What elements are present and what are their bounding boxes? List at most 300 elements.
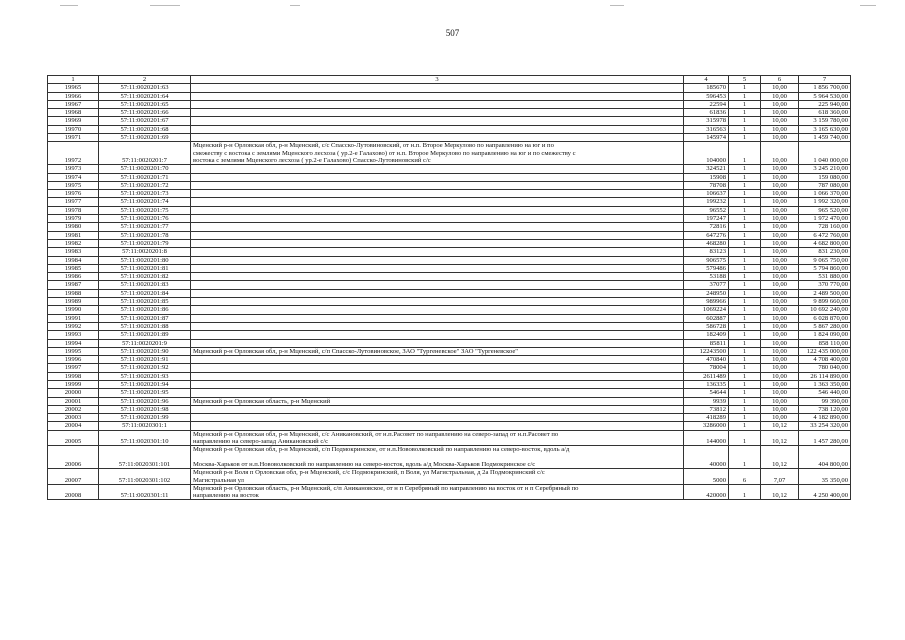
count-cell: 1 <box>729 306 761 314</box>
row-number-cell: 19981 <box>48 231 99 239</box>
column-header: 5 <box>729 76 761 84</box>
area-cell: 906575 <box>684 256 729 264</box>
total-cell: 1 066 370,00 <box>799 190 851 198</box>
total-cell: 1 824 090,00 <box>799 331 851 339</box>
price-cell: 10,00 <box>761 181 799 189</box>
cadastral-number-cell: 57:11:0020201:88 <box>99 322 191 330</box>
price-cell: 10,00 <box>761 190 799 198</box>
cadastral-number-cell: 57:11:0020201:82 <box>99 273 191 281</box>
row-number-cell: 19996 <box>48 356 99 364</box>
total-cell: 26 114 890,00 <box>799 372 851 380</box>
area-cell: 579486 <box>684 264 729 272</box>
row-number-cell: 19968 <box>48 109 99 117</box>
count-cell: 1 <box>729 264 761 272</box>
table-row <box>48 380 851 388</box>
row-number-cell: 19971 <box>48 134 99 142</box>
total-cell: 225 940,00 <box>799 100 851 108</box>
cadastral-number-cell: 57:11:0020301:1 <box>99 422 191 430</box>
description-cell <box>191 125 684 133</box>
row-number-cell: 20008 <box>48 484 99 500</box>
total-cell: 159 080,00 <box>799 173 851 181</box>
row-number-cell: 19979 <box>48 215 99 223</box>
price-cell: 10,00 <box>761 239 799 247</box>
description-line: Мценский р-н Орловская обл, р-н Мценский, с/с Спасско-Лутовиновский, от н.п. Второе Меркулово по направлению на юг и по <box>193 142 554 150</box>
row-number-cell: 19970 <box>48 125 99 133</box>
table-row <box>48 356 851 364</box>
price-cell: 10,12 <box>761 422 799 430</box>
column-header: 7 <box>799 76 851 84</box>
row-number-cell: 19977 <box>48 198 99 206</box>
total-cell: 1 040 000,00 <box>799 142 851 165</box>
table-row <box>48 256 851 264</box>
row-number-cell: 20002 <box>48 405 99 413</box>
count-cell: 1 <box>729 289 761 297</box>
total-cell: 1 457 280,00 <box>799 430 851 446</box>
column-header: 1 <box>48 76 99 84</box>
cadastral-number-cell: 57:11:0020201:73 <box>99 190 191 198</box>
area-cell: 248950 <box>684 289 729 297</box>
description-cell <box>191 173 684 181</box>
row-number-cell: 19976 <box>48 190 99 198</box>
cadastral-number-cell: 57:11:0020201:96 <box>99 397 191 405</box>
description-cell <box>191 405 684 413</box>
price-cell: 10,00 <box>761 231 799 239</box>
total-cell: 3 159 780,00 <box>799 117 851 125</box>
description-cell <box>191 248 684 256</box>
row-number-cell: 19974 <box>48 173 99 181</box>
cadastral-number-cell: 57:11:0020201:85 <box>99 298 191 306</box>
row-number-cell: 19988 <box>48 289 99 297</box>
price-cell: 10,00 <box>761 173 799 181</box>
count-cell: 1 <box>729 414 761 422</box>
description-cell <box>191 430 684 446</box>
price-cell: 10,00 <box>761 264 799 272</box>
price-cell: 10,00 <box>761 405 799 413</box>
cadastral-number-cell: 57:11:0020201:90 <box>99 347 191 355</box>
column-header: 6 <box>761 76 799 84</box>
row-number-cell: 19980 <box>48 223 99 231</box>
price-cell: 10,00 <box>761 198 799 206</box>
table-row <box>48 364 851 372</box>
cadastral-number-cell: 57:11:0020201:77 <box>99 223 191 231</box>
total-cell: 5 964 530,00 <box>799 92 851 100</box>
table-row <box>48 484 851 500</box>
description-line <box>193 454 681 461</box>
count-cell: 6 <box>729 469 761 485</box>
area-cell: 182409 <box>684 331 729 339</box>
table-row <box>48 92 851 100</box>
cadastral-number-cell: 57:11:0020201:89 <box>99 331 191 339</box>
table-row <box>48 84 851 92</box>
table-row <box>48 322 851 330</box>
description-cell <box>191 289 684 297</box>
table-row <box>48 281 851 289</box>
description-cell <box>191 165 684 173</box>
description-cell <box>191 356 684 364</box>
price-cell: 10,12 <box>761 446 799 469</box>
column-header: 2 <box>99 76 191 84</box>
count-cell: 1 <box>729 134 761 142</box>
description-cell <box>191 364 684 372</box>
description-cell <box>191 134 684 142</box>
total-cell: 738 120,00 <box>799 405 851 413</box>
description-cell <box>191 256 684 264</box>
area-cell: 315978 <box>684 117 729 125</box>
area-cell: 85811 <box>684 339 729 347</box>
area-cell: 9939 <box>684 397 729 405</box>
area-cell: 83123 <box>684 248 729 256</box>
price-cell: 10,00 <box>761 389 799 397</box>
table-row <box>48 223 851 231</box>
price-cell: 10,00 <box>761 92 799 100</box>
cadastral-number-cell: 57:11:0020201:9 <box>99 339 191 347</box>
total-cell: 4 250 400,00 <box>799 484 851 500</box>
count-cell: 1 <box>729 281 761 289</box>
description-line: смежеству с востока с землями Мценского лесхоза ( ур.2-е Галахово) от н.п. Второе Меркулово по направлению на юг и по смежеству с <box>193 149 576 157</box>
table-row <box>48 289 851 297</box>
row-number-cell: 19994 <box>48 339 99 347</box>
cadastral-number-cell: 57:11:0020201:63 <box>99 84 191 92</box>
row-number-cell: 19972 <box>48 142 99 165</box>
row-number-cell: 20005 <box>48 430 99 446</box>
count-cell: 1 <box>729 117 761 125</box>
table-row <box>48 273 851 281</box>
count-cell: 1 <box>729 190 761 198</box>
area-cell: 596453 <box>684 92 729 100</box>
description-line: Мценский р-н Орловская область, р-н Мценский <box>193 397 331 405</box>
description-cell <box>191 92 684 100</box>
count-cell: 1 <box>729 84 761 92</box>
cadastral-number-cell: 57:11:0020201:86 <box>99 306 191 314</box>
count-cell: 1 <box>729 109 761 117</box>
count-cell: 1 <box>729 231 761 239</box>
price-cell: 10,00 <box>761 223 799 231</box>
area-cell: 22594 <box>684 100 729 108</box>
total-cell: 5 794 860,00 <box>799 264 851 272</box>
area-cell: 324521 <box>684 165 729 173</box>
description-line: востока с землями Мценского лесхоза ( ур.2-е Галахово) Спасско-Лутовиновский с/с <box>193 156 431 164</box>
table-row <box>48 339 851 347</box>
table-row <box>48 264 851 272</box>
table-row <box>48 134 851 142</box>
row-number-cell: 19990 <box>48 306 99 314</box>
price-cell: 10,00 <box>761 215 799 223</box>
price-cell: 10,00 <box>761 165 799 173</box>
cadastral-number-cell: 57:11:0020201:87 <box>99 314 191 322</box>
description-line: направлению на восток <box>193 492 259 500</box>
row-number-cell: 19983 <box>48 248 99 256</box>
table-row <box>48 231 851 239</box>
table-row <box>48 215 851 223</box>
area-cell: 54644 <box>684 389 729 397</box>
cadastral-number-cell: 57:11:0020201:8 <box>99 248 191 256</box>
cadastral-number-cell: 57:11:0020201:81 <box>99 264 191 272</box>
count-cell: 1 <box>729 206 761 214</box>
total-cell: 5 867 280,00 <box>799 322 851 330</box>
row-number-cell: 20006 <box>48 446 99 469</box>
table-row <box>48 198 851 206</box>
count-cell: 1 <box>729 339 761 347</box>
total-cell: 122 435 000,00 <box>799 347 851 355</box>
area-cell: 602887 <box>684 314 729 322</box>
count-cell: 1 <box>729 484 761 500</box>
count-cell: 1 <box>729 215 761 223</box>
count-cell: 1 <box>729 331 761 339</box>
count-cell: 1 <box>729 422 761 430</box>
total-cell: 6 472 760,00 <box>799 231 851 239</box>
table-row <box>48 430 851 446</box>
table-row <box>48 446 851 469</box>
row-number-cell: 20004 <box>48 422 99 430</box>
total-cell: 4 182 890,00 <box>799 414 851 422</box>
count-cell: 1 <box>729 100 761 108</box>
area-cell: 12243500 <box>684 347 729 355</box>
total-cell: 35 350,00 <box>799 469 851 485</box>
description-cell <box>191 446 684 469</box>
column-header: 4 <box>684 76 729 84</box>
count-cell: 1 <box>729 125 761 133</box>
row-number-cell: 20000 <box>48 389 99 397</box>
count-cell: 1 <box>729 181 761 189</box>
row-number-cell: 19985 <box>48 264 99 272</box>
description-cell <box>191 322 684 330</box>
price-cell: 10,00 <box>761 134 799 142</box>
cadastral-number-cell: 57:11:0020201:71 <box>99 173 191 181</box>
area-cell: 2611489 <box>684 372 729 380</box>
cadastral-number-cell: 57:11:0020201:94 <box>99 380 191 388</box>
table-row <box>48 414 851 422</box>
table-row <box>48 117 851 125</box>
description-cell <box>191 239 684 247</box>
area-cell: 104000 <box>684 142 729 165</box>
count-cell: 1 <box>729 92 761 100</box>
description-cell <box>191 100 684 108</box>
price-cell: 10,00 <box>761 256 799 264</box>
page-number: 507 <box>445 28 460 38</box>
table-row <box>48 389 851 397</box>
count-cell: 1 <box>729 389 761 397</box>
table-row <box>48 306 851 314</box>
area-cell: 61836 <box>684 109 729 117</box>
description-cell <box>191 422 684 430</box>
total-cell: 3 245 210,00 <box>799 165 851 173</box>
description-cell <box>191 273 684 281</box>
description-cell <box>191 215 684 223</box>
row-number-cell: 19987 <box>48 281 99 289</box>
table-header-row <box>48 76 851 84</box>
table-row <box>48 190 851 198</box>
total-cell: 2 489 500,00 <box>799 289 851 297</box>
total-cell: 404 800,00 <box>799 446 851 469</box>
area-cell: 145974 <box>684 134 729 142</box>
count-cell: 1 <box>729 405 761 413</box>
table-row <box>48 181 851 189</box>
table-row <box>48 298 851 306</box>
cadastral-number-cell: 57:11:0020201:64 <box>99 92 191 100</box>
column-header: 3 <box>191 76 684 84</box>
area-cell: 647276 <box>684 231 729 239</box>
cadastral-number-cell: 57:11:0020201:91 <box>99 356 191 364</box>
price-cell: 10,00 <box>761 117 799 125</box>
total-cell: 33 254 320,00 <box>799 422 851 430</box>
description-cell <box>191 331 684 339</box>
area-cell: 418289 <box>684 414 729 422</box>
table-row <box>48 165 851 173</box>
table-row <box>48 173 851 181</box>
price-cell: 10,00 <box>761 100 799 108</box>
total-cell: 1 459 740,00 <box>799 134 851 142</box>
total-cell: 618 360,00 <box>799 109 851 117</box>
total-cell: 546 440,00 <box>799 389 851 397</box>
cadastral-number-cell: 57:11:0020201:68 <box>99 125 191 133</box>
description-cell <box>191 198 684 206</box>
row-number-cell: 19975 <box>48 181 99 189</box>
table-row <box>48 405 851 413</box>
count-cell: 1 <box>729 347 761 355</box>
area-cell: 468280 <box>684 239 729 247</box>
total-cell: 10 692 240,00 <box>799 306 851 314</box>
total-cell: 1 972 470,00 <box>799 215 851 223</box>
cadastral-number-cell: 57:11:0020201:78 <box>99 231 191 239</box>
price-cell: 10,00 <box>761 84 799 92</box>
total-cell: 728 160,00 <box>799 223 851 231</box>
price-cell: 10,00 <box>761 331 799 339</box>
cadastral-number-cell: 57:11:0020201:92 <box>99 364 191 372</box>
row-number-cell: 19978 <box>48 206 99 214</box>
total-cell: 6 028 870,00 <box>799 314 851 322</box>
count-cell: 1 <box>729 372 761 380</box>
cadastral-number-cell: 57:11:0020201:79 <box>99 239 191 247</box>
total-cell: 1 363 350,00 <box>799 380 851 388</box>
total-cell: 1 856 700,00 <box>799 84 851 92</box>
description-cell <box>191 298 684 306</box>
count-cell: 1 <box>729 239 761 247</box>
count-cell: 1 <box>729 397 761 405</box>
row-number-cell: 20003 <box>48 414 99 422</box>
description-cell <box>191 372 684 380</box>
price-cell: 10,00 <box>761 356 799 364</box>
description-cell <box>191 223 684 231</box>
area-cell: 40000 <box>684 446 729 469</box>
area-cell: 144000 <box>684 430 729 446</box>
price-cell: 10,12 <box>761 484 799 500</box>
total-cell: 370 770,00 <box>799 281 851 289</box>
price-cell: 10,00 <box>761 281 799 289</box>
price-cell: 10,00 <box>761 364 799 372</box>
area-cell: 1069224 <box>684 306 729 314</box>
row-number-cell: 19973 <box>48 165 99 173</box>
count-cell: 1 <box>729 356 761 364</box>
description-cell <box>191 347 684 355</box>
cadastral-number-cell: 57:11:0020201:83 <box>99 281 191 289</box>
description-cell <box>191 306 684 314</box>
count-cell: 1 <box>729 322 761 330</box>
price-cell: 10,00 <box>761 314 799 322</box>
cadastral-number-cell: 57:11:0020201:7 <box>99 142 191 165</box>
total-cell: 99 390,00 <box>799 397 851 405</box>
area-cell: 470840 <box>684 356 729 364</box>
total-cell: 4 682 800,00 <box>799 239 851 247</box>
area-cell: 586728 <box>684 322 729 330</box>
cadastral-number-cell: 57:11:0020201:80 <box>99 256 191 264</box>
price-cell: 7,07 <box>761 469 799 485</box>
area-cell: 78708 <box>684 181 729 189</box>
cadastral-number-cell: 57:11:0020201:69 <box>99 134 191 142</box>
cadastral-number-cell: 57:11:0020301:10 <box>99 430 191 446</box>
table-row <box>48 100 851 108</box>
price-cell: 10,00 <box>761 248 799 256</box>
total-cell: 4 708 400,00 <box>799 356 851 364</box>
price-cell: 10,00 <box>761 125 799 133</box>
area-cell: 199232 <box>684 198 729 206</box>
description-cell <box>191 231 684 239</box>
description-cell <box>191 314 684 322</box>
description-cell <box>191 397 684 405</box>
cadastral-number-cell: 57:11:0020301:101 <box>99 446 191 469</box>
count-cell: 1 <box>729 380 761 388</box>
table-row <box>48 109 851 117</box>
table-row <box>48 314 851 322</box>
area-cell: 197247 <box>684 215 729 223</box>
cadastral-number-cell: 57:11:0020301:11 <box>99 484 191 500</box>
description-line: Мценский р-н Орловская обл, р-н Мценский, с/с Аникановский, от н.п.Расовет по направлению на северо-запад от н.п.Расовет по <box>193 430 559 438</box>
total-cell: 780 040,00 <box>799 364 851 372</box>
table-row <box>48 206 851 214</box>
description-line: Москва-Харьков от н.п.Нововолковский по направлению на северо-восток, вдоль а/д Москва-Харьков Подмокринское с/с <box>193 460 536 468</box>
cadastral-number-cell: 57:11:0020201:75 <box>99 206 191 214</box>
count-cell: 1 <box>729 430 761 446</box>
row-number-cell: 19991 <box>48 314 99 322</box>
row-number-cell: 19967 <box>48 100 99 108</box>
count-cell: 1 <box>729 248 761 256</box>
row-number-cell: 19965 <box>48 84 99 92</box>
table-row <box>48 422 851 430</box>
area-cell: 53188 <box>684 273 729 281</box>
price-cell: 10,12 <box>761 430 799 446</box>
row-number-cell: 19982 <box>48 239 99 247</box>
table-row <box>48 125 851 133</box>
total-cell: 9 899 660,00 <box>799 298 851 306</box>
count-cell: 1 <box>729 173 761 181</box>
area-cell: 989966 <box>684 298 729 306</box>
count-cell: 1 <box>729 142 761 165</box>
description-cell <box>191 190 684 198</box>
total-cell: 831 230,00 <box>799 248 851 256</box>
row-number-cell: 19997 <box>48 364 99 372</box>
row-number-cell: 19999 <box>48 380 99 388</box>
total-cell: 787 080,00 <box>799 181 851 189</box>
table-row <box>48 248 851 256</box>
count-cell: 1 <box>729 198 761 206</box>
table-row <box>48 347 851 355</box>
price-cell: 10,00 <box>761 206 799 214</box>
count-cell: 1 <box>729 446 761 469</box>
row-number-cell: 19998 <box>48 372 99 380</box>
price-cell: 10,00 <box>761 322 799 330</box>
description-line: Мценский р-н Орловская обл, р-н Мценский, с/п Подмокринское, от н.п.Нововолковский по направлению на северо-восток, вдоль а/д <box>193 446 570 454</box>
description-cell <box>191 389 684 397</box>
area-cell: 15908 <box>684 173 729 181</box>
description-cell <box>191 469 684 485</box>
row-number-cell: 20001 <box>48 397 99 405</box>
row-number-cell: 19969 <box>48 117 99 125</box>
cadastral-number-cell: 57:11:0020201:67 <box>99 117 191 125</box>
row-number-cell: 19992 <box>48 322 99 330</box>
count-cell: 1 <box>729 364 761 372</box>
cadastral-number-cell: 57:11:0020301:102 <box>99 469 191 485</box>
area-cell: 72816 <box>684 223 729 231</box>
description-line: направлению на северо-запад Аникановский с/с <box>193 438 328 446</box>
